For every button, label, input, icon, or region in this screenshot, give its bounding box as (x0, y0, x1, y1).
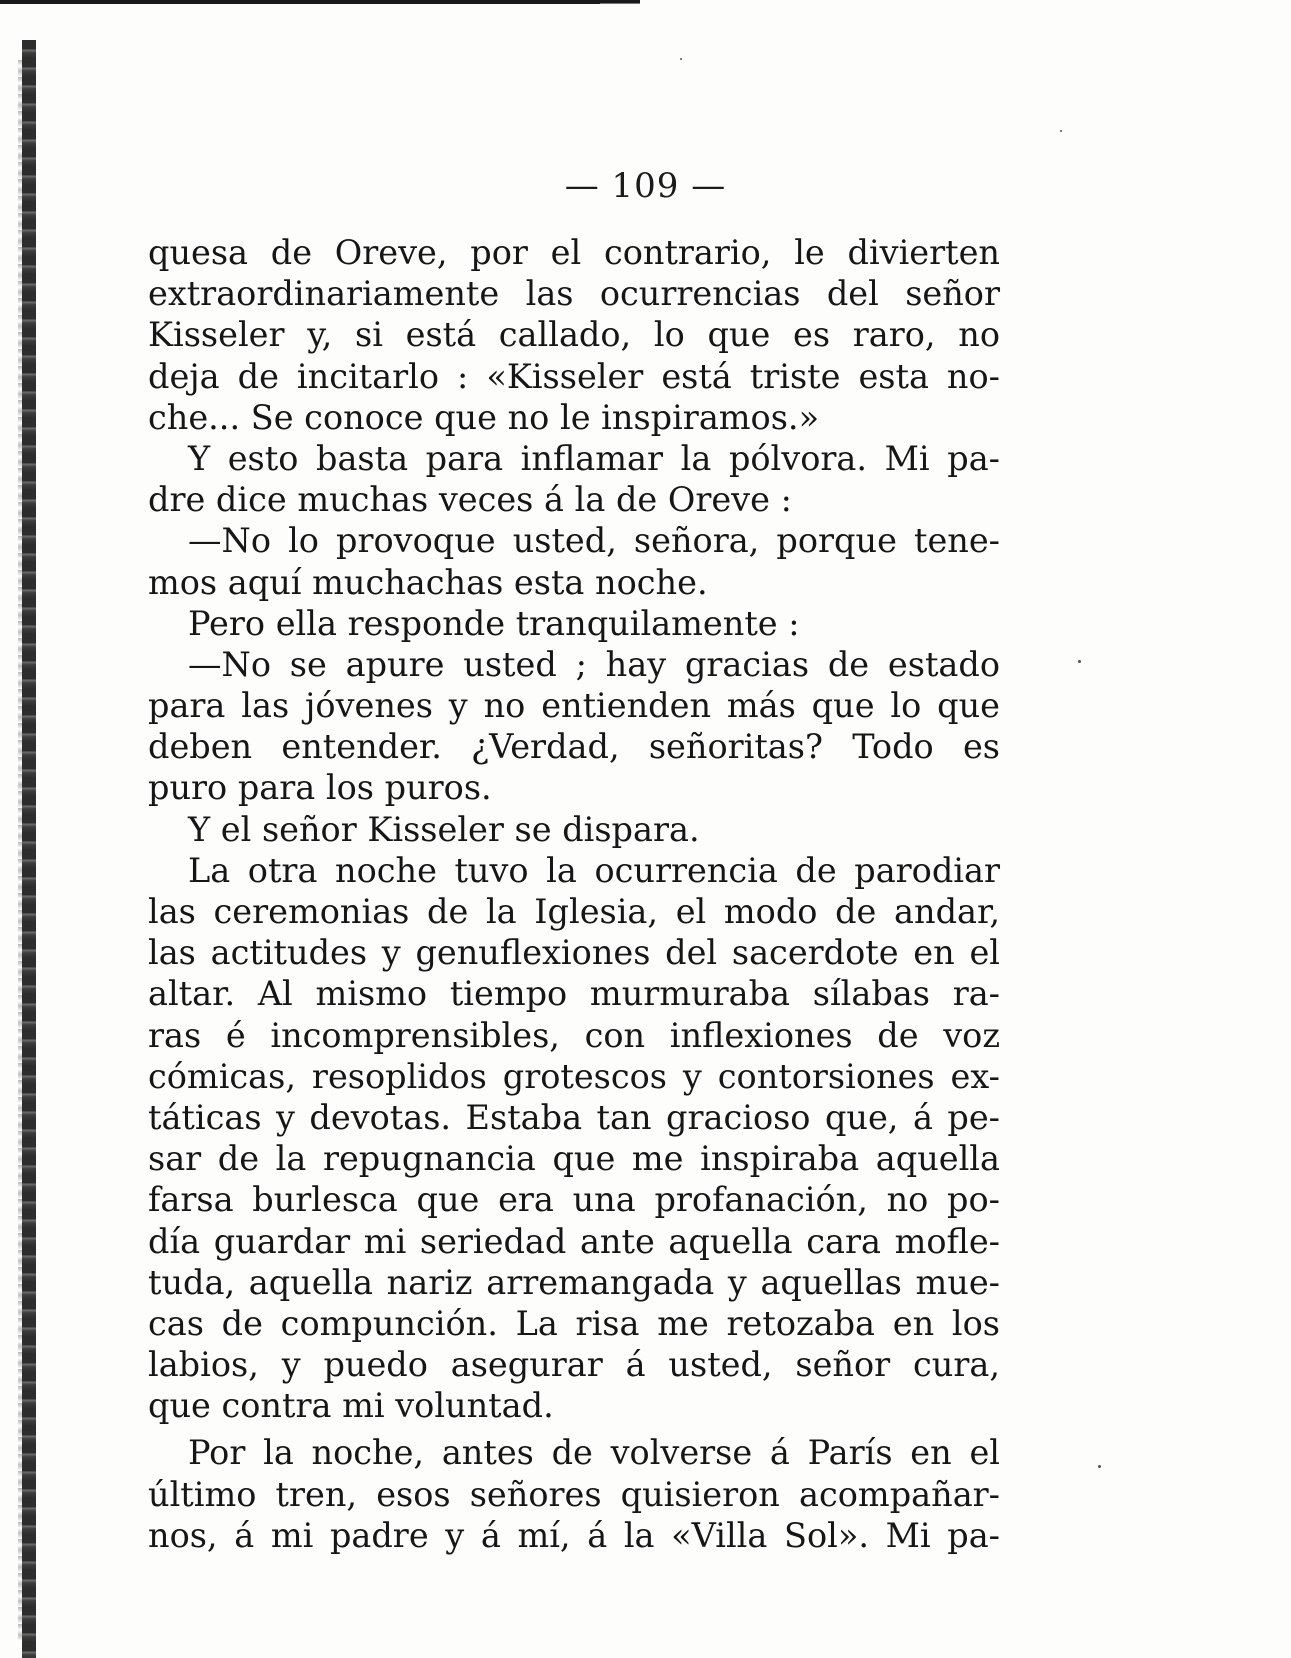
text-line: labios, y puedo asegurar á usted, señor cura, (148, 1345, 1000, 1385)
text-line: tuda, aquella nariz arremangada y aquellas mue- (148, 1262, 1000, 1302)
paper-speck (1060, 130, 1062, 132)
paper-speck (1098, 1465, 1101, 1468)
text-line: deben entender. ¿Verdad, señoritas? Todo es (148, 727, 1000, 767)
text-line: cómicas, resoplidos grotescos y contorsiones ex- (148, 1056, 1000, 1096)
body-text (148, 232, 1000, 1556)
text-line: para las jóvenes y no entienden más que lo que (148, 686, 1000, 726)
text-line: táticas y devotas. Estaba tan gracioso que, á pe- (148, 1097, 1000, 1137)
text-line: día guardar mi seriedad ante aquella cara mofle- (148, 1221, 1000, 1261)
text-line: La otra noche tuvo la ocurrencia de parodiar (188, 850, 1000, 890)
text-line: mos aquí muchachas esta noche. (148, 562, 708, 602)
top-rule (0, 0, 640, 4)
text-line: puro para los puros. (148, 768, 492, 808)
text-line: último tren, esos señores quisieron acompañar- (148, 1474, 1000, 1514)
text-line: ras é incomprensibles, con inflexiones de voz (148, 1015, 1000, 1055)
text-line: Por la noche, antes de volverse á París en el (188, 1433, 1000, 1473)
text-line: Y el señor Kisseler se dispara. (188, 809, 700, 849)
text-line: Pero ella responde tranquilamente : (188, 603, 800, 643)
text-line: dre dice muchas veces á la de Oreve : (148, 480, 792, 520)
top-rule-tail (600, 3, 640, 4)
text-line: cas de compunción. La risa me retozaba en los (148, 1303, 1000, 1343)
text-line: Kisseler y, si está callado, lo que es raro, no (148, 315, 1000, 355)
paper-speck (680, 58, 682, 60)
text-line: —No lo provoque usted, señora, porque tene- (188, 521, 1000, 561)
text-line: las ceremonias de la Iglesia, el modo de andar, (148, 892, 1000, 931)
text-line: farsa burlesca que era una profanación, no po- (148, 1180, 1000, 1220)
text-line: sar de la repugnancia que me inspiraba aquella (148, 1139, 1000, 1179)
text-line: quesa de Oreve, por el contrario, le divierten (148, 233, 1000, 272)
binding-edge (18, 60, 22, 1640)
text-line: que contra mi voluntad. (148, 1386, 554, 1426)
text-line: altar. Al mismo tiempo murmuraba sílabas ra- (148, 974, 1000, 1014)
text-line: nos, á mi padre y á mí, á la «Villa Sol». Mi pa- (148, 1515, 1000, 1555)
page-number: — 109 — (564, 166, 727, 206)
text-line: Y esto basta para inflamar la pólvora. Mi pa- (188, 438, 1000, 478)
text-line: extraordinariamente las ocurrencias del señor (148, 274, 1000, 314)
text-line: deja de incitarlo : «Kisseler está triste esta no- (148, 356, 1000, 396)
text-line: las actitudes y genuflexiones del sacerdote en el (148, 933, 1000, 973)
text-line: che... Se conoce que no le inspiramos.» (148, 397, 820, 437)
paper-speck (1078, 660, 1081, 663)
text-line: —No se apure usted ; hay gracias de estado (188, 644, 1000, 684)
binding-gutter (22, 40, 36, 1658)
